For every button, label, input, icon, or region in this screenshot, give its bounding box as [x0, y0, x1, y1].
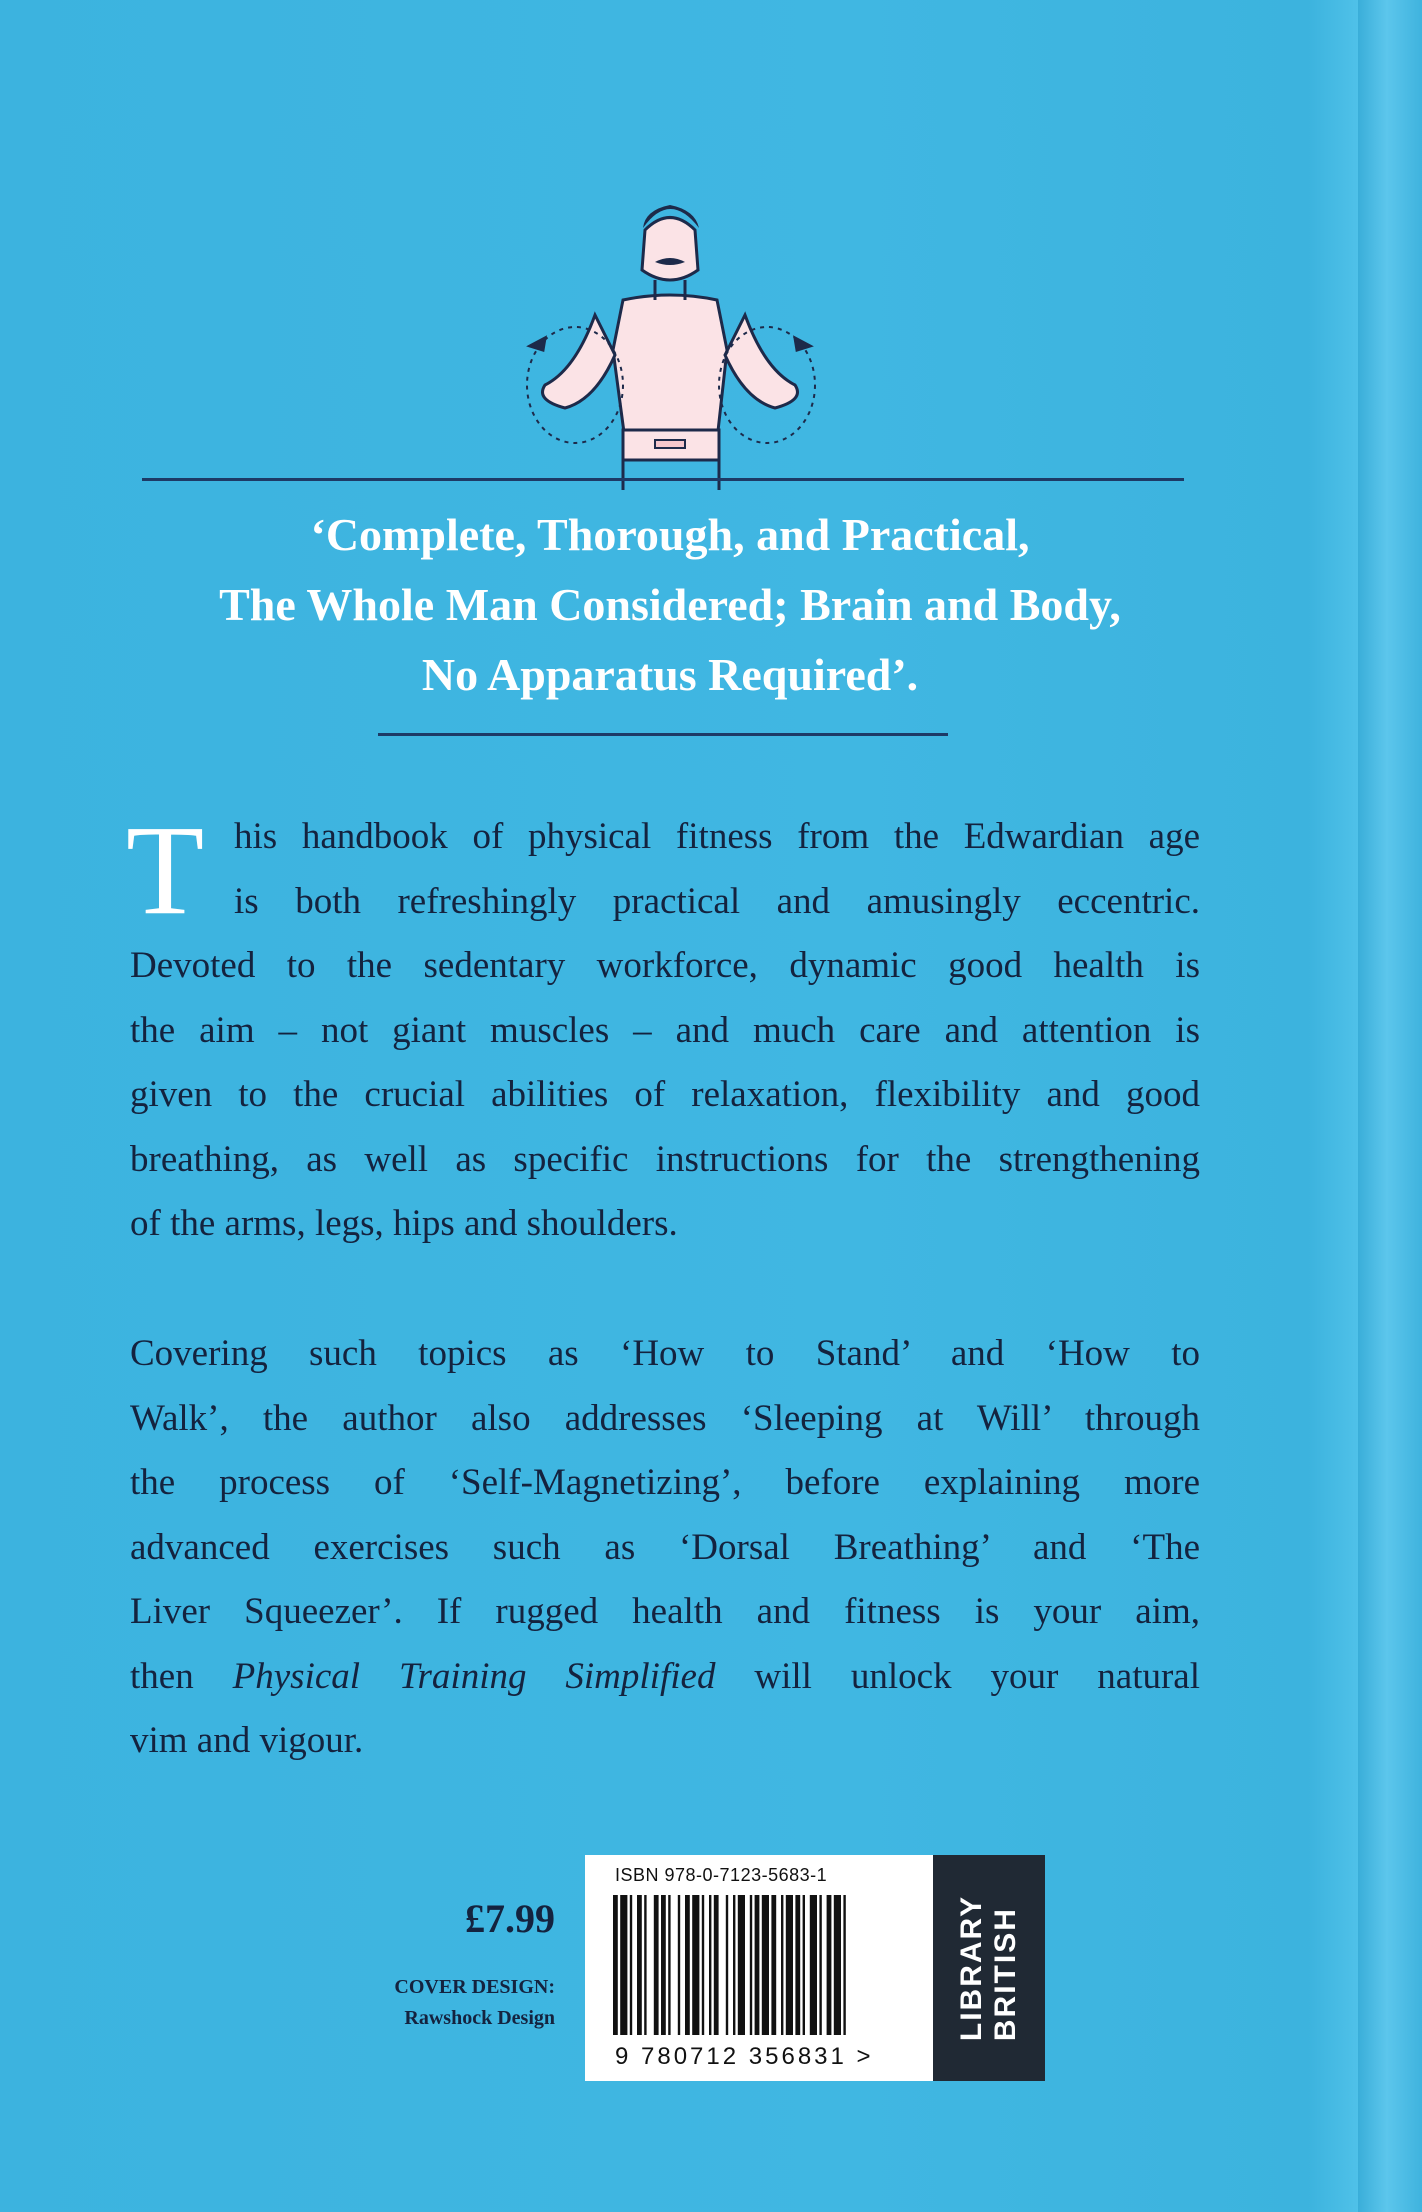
barcode-bar [637, 1895, 642, 2035]
barcode-bar [795, 1895, 800, 2035]
barcode-bar [692, 1895, 699, 2035]
barcode-bar [803, 1895, 805, 2035]
bottom-divider [378, 733, 948, 736]
book-title-italic: Physical Training Simplified [232, 1655, 716, 1697]
barcode-bar [620, 1895, 627, 2035]
barcode-bar [685, 1895, 690, 2035]
man-exercising-illustration [505, 150, 835, 490]
text-line: his handbook of physical fitness from the Edwardian age [234, 816, 1200, 857]
top-divider [142, 478, 1184, 481]
text-line: the process of ‘Self-Magnetizing’, before explaining more [130, 1462, 1200, 1503]
text-line: Walk’, the author also addresses ‘Sleeping at Will’ through [130, 1397, 1200, 1439]
barcode-digits: 9 780712 356831 > [615, 2043, 874, 2070]
tagline-line-1: ‘Complete, Thorough, and Practical, [310, 509, 1030, 560]
text-fragment: then [130, 1655, 233, 1697]
barcode-bar [709, 1895, 711, 2035]
tagline [100, 500, 1240, 710]
barcode-bar [834, 1895, 841, 2035]
publisher-logo-text [955, 1895, 1023, 2041]
isbn-number: ISBN 978-0-7123-5683-1 [615, 1865, 828, 1885]
barcode-bar [738, 1895, 745, 2035]
barcode-bar [661, 1895, 666, 2035]
text-line: Devoted to the sedentary workforce, dynamic good health is [130, 945, 1200, 986]
barcode-bar [714, 1895, 719, 2035]
credit-label: COVER DESIGN: [394, 1976, 555, 1998]
text-fragment: will unlock your natural [715, 1655, 1200, 1697]
barcode-bar [781, 1895, 783, 2035]
barcode-bar [786, 1895, 793, 2035]
description-paragraph-2 [130, 1322, 1200, 1774]
text-line: Liver Squeezer’. If rugged health and fitness is your aim, [130, 1591, 1200, 1632]
text-line: vim and vigour. [130, 1720, 364, 1761]
spine-edge [1358, 0, 1422, 2212]
barcode-bar [762, 1895, 769, 2035]
credit-name: Rawshock Design [404, 2007, 555, 2029]
tagline-line-2: The Whole Man Considered; Brain and Body, [219, 579, 1121, 630]
drop-cap: T [126, 799, 205, 941]
barcode-bar [750, 1895, 752, 2035]
text-line: the aim – not giant muscles – and much care and attention is [130, 1009, 1200, 1051]
barcode-bar [733, 1895, 735, 2035]
barcode-bar [613, 1895, 618, 2035]
text-line: given to the crucial abilities of relaxation, flexibility and good [130, 1074, 1200, 1115]
price: £7.99 [465, 1896, 555, 1941]
barcode-bar [668, 1895, 670, 2035]
text-line-with-title [130, 1645, 1200, 1710]
barcode-bar [630, 1895, 632, 2035]
cover-design-credit [330, 1972, 555, 2034]
barcode-bar [726, 1895, 728, 2035]
barcode-bar [702, 1895, 704, 2035]
barcode-bars [613, 1895, 913, 2035]
publisher-logo [933, 1855, 1045, 2081]
barcode-bar [644, 1895, 646, 2035]
barcode-bar [771, 1895, 776, 2035]
barcode-bar [843, 1895, 845, 2035]
barcode-bar [827, 1895, 832, 2035]
description-paragraph-1 [130, 805, 1200, 1257]
barcode [585, 1855, 937, 2081]
text-line: breathing, as well as specific instructions for the strengthening [130, 1138, 1200, 1180]
text-line: Covering such topics as ‘How to Stand’ and ‘How to [130, 1333, 1200, 1374]
barcode-bar [678, 1895, 680, 2035]
text-line: of the arms, legs, hips and shoulders. [130, 1203, 678, 1244]
barcode-bar [819, 1895, 821, 2035]
text-line: is both refreshingly practical and amusingly eccentric. [234, 880, 1200, 922]
barcode-bar [755, 1895, 760, 2035]
text-line: advanced exercises such as ‘Dorsal Breathing’ and ‘The [130, 1526, 1200, 1568]
publisher-line-1: LIBRARY [955, 1894, 988, 2042]
barcode-bar [810, 1895, 817, 2035]
publisher-line-2: BRITISH [989, 1907, 1022, 2042]
barcode-bar [654, 1895, 659, 2035]
tagline-line-3: No Apparatus Required’. [421, 649, 919, 700]
